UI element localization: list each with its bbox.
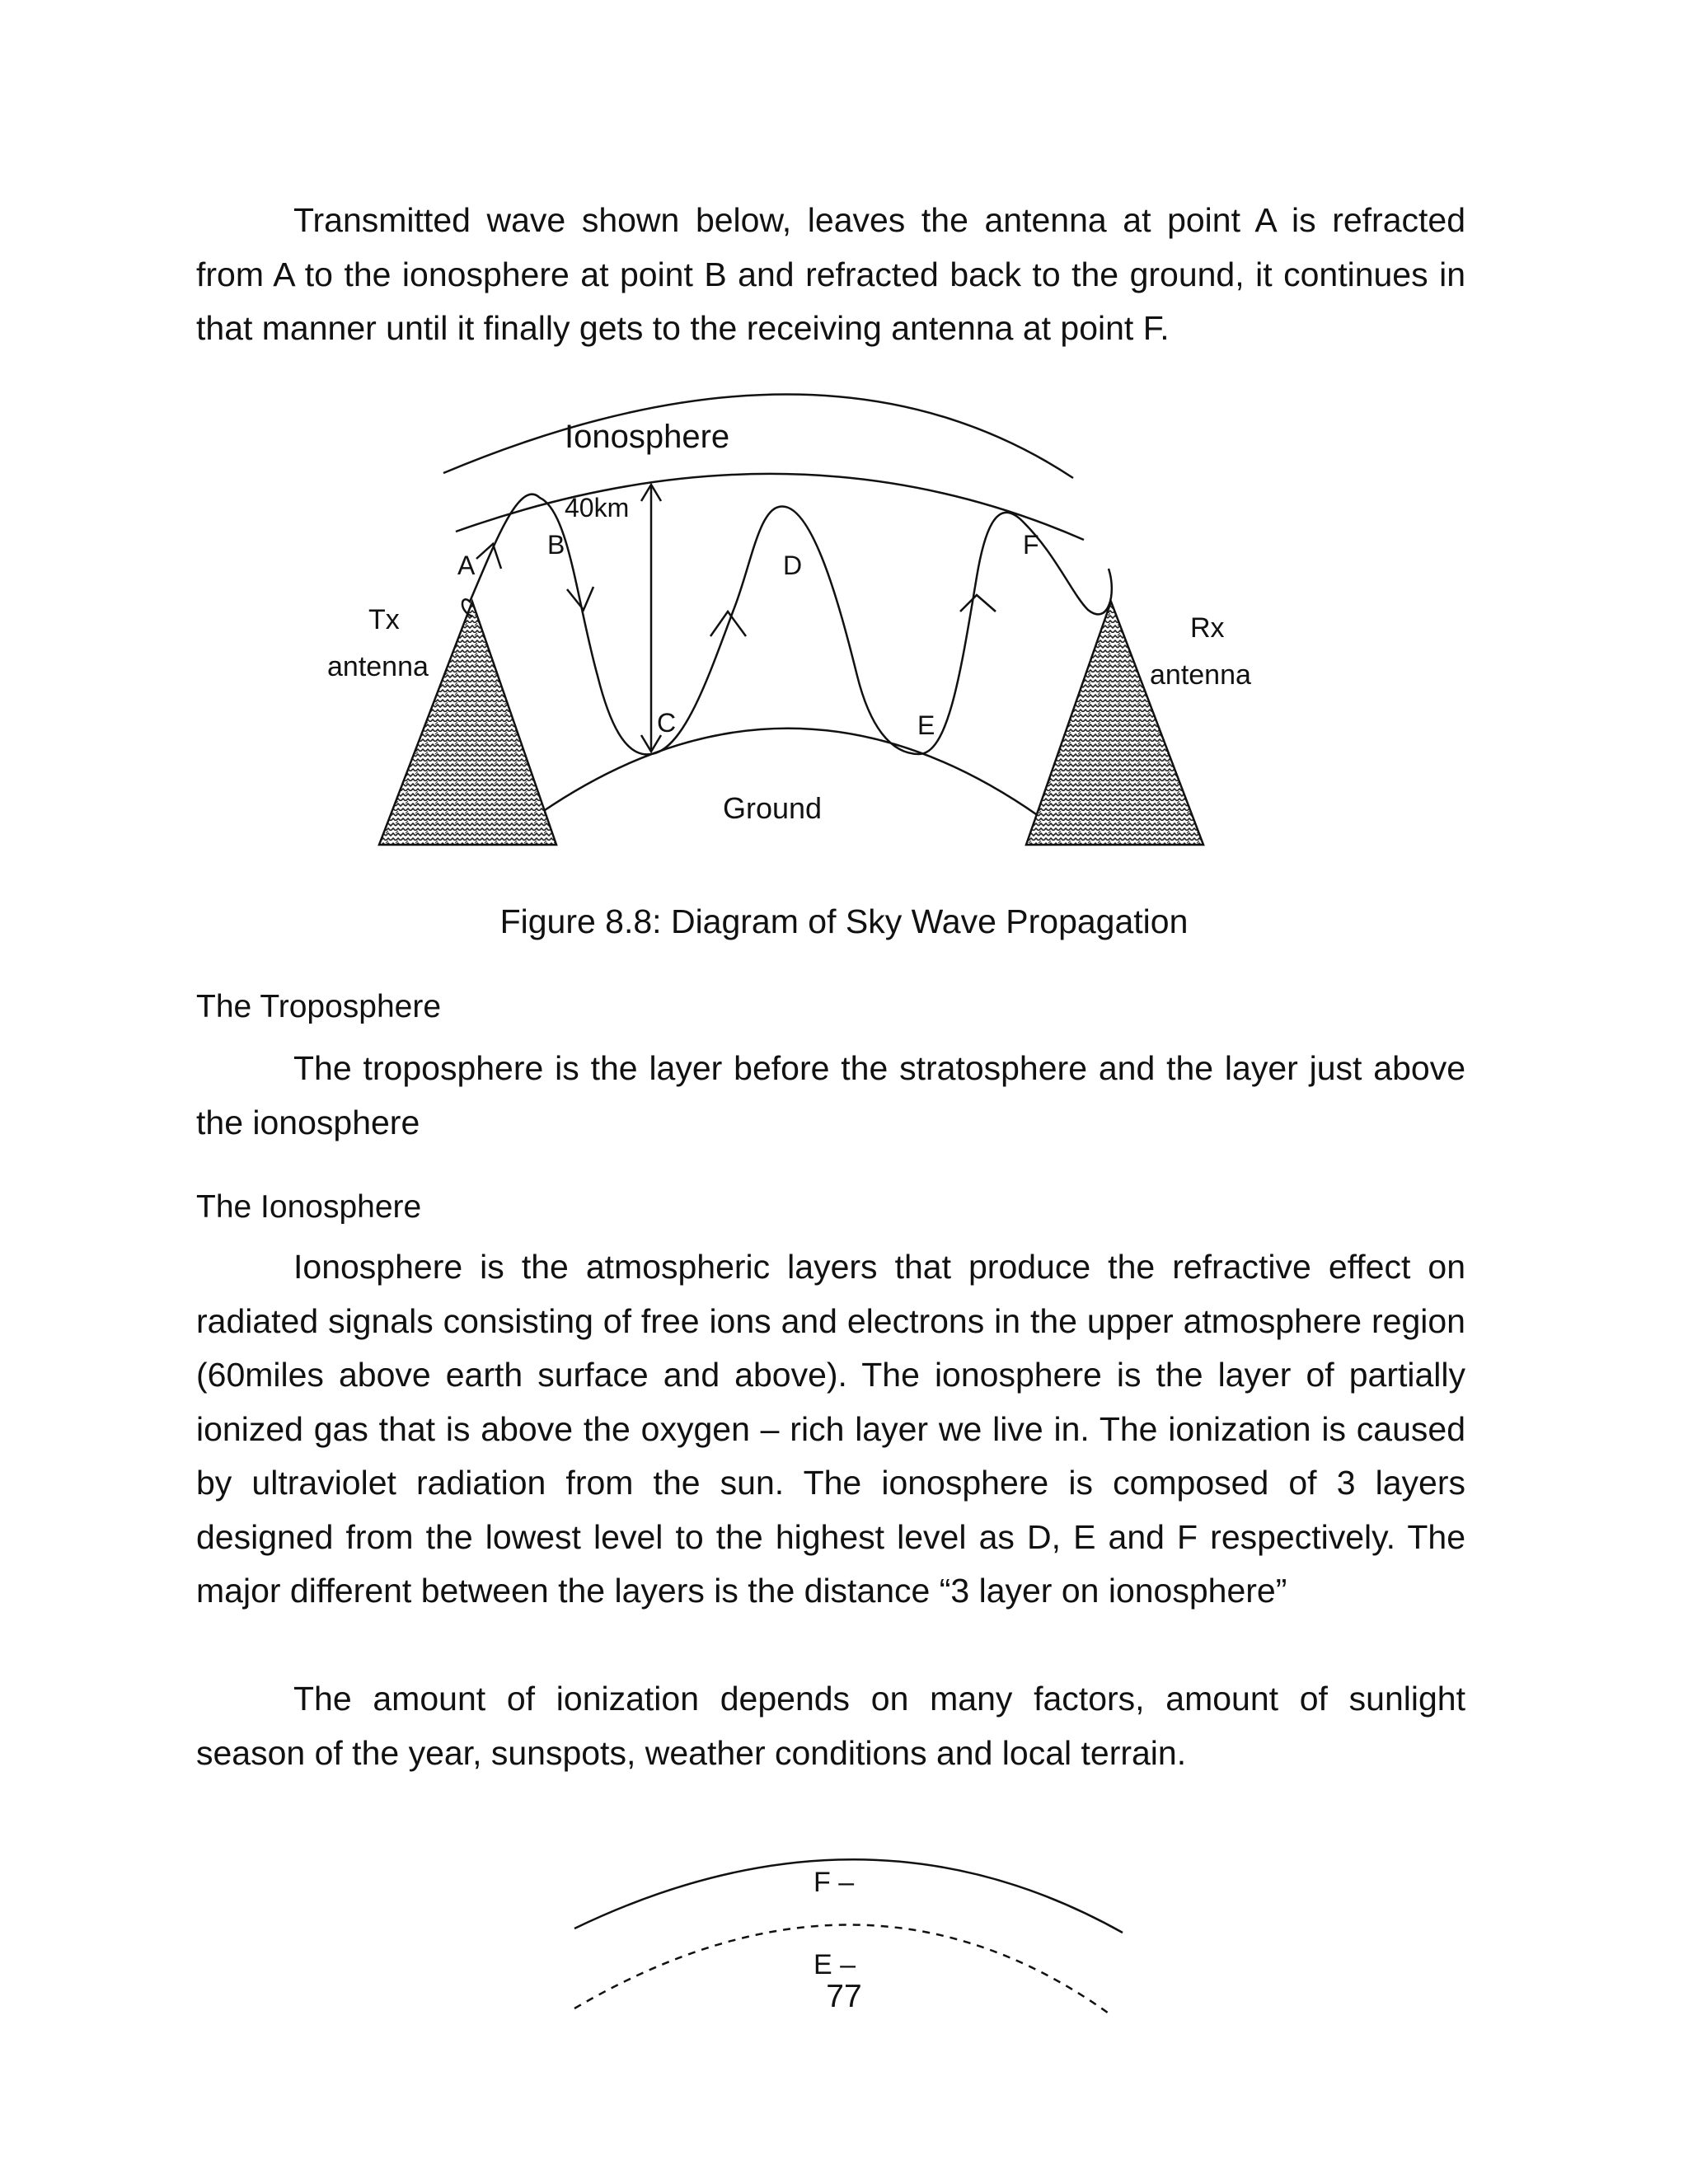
label-point-b: B [547, 530, 565, 560]
label-point-f: F [1023, 530, 1039, 560]
label-rx-antenna: antenna [1150, 659, 1251, 691]
label-height: 40km [565, 493, 630, 523]
ionosphere-paragraph-1: Ionosphere is the atmospheric layers that produce the refractive effect on radiated signals consisting of free ions and electrons in the upper atmosphere region (60miles above earth surface and above). The ionosphere is the layer of partially ionized gas that is above the oxygen – rich layer we live in. The ionization is caused by ultraviolet radiation from the sun. The ionosphere is composed of 3 layers designed from the lowest level to the highest level as D, E and F respectively. The major different between the layers is the distance “3 layer on ionosphere” [196, 1248, 1465, 1610]
label-e-layer: E – [814, 1949, 856, 1980]
label-ionosphere: Ionosphere [565, 419, 730, 455]
intro-paragraph: Transmitted wave shown below, leaves the antenna at point A is refracted from A to the ionosphere at point B and refracted back to the ground, it continues in that manner until it finally gets to the receiving antenna at point F. [196, 201, 1465, 347]
rx-antenna-mountain [1026, 602, 1203, 845]
ionosphere-paragraph-2: The amount of ionization depends on many factors, amount of sunlight season of the year, sunspots, weather conditions and local terrain. [196, 1680, 1465, 1772]
heading-troposphere: The Troposphere [196, 989, 442, 1024]
label-ground: Ground [723, 791, 823, 825]
label-rx: Rx [1190, 612, 1225, 644]
label-tx: Tx [368, 604, 400, 635]
sky-wave-diagram [0, 0, 1688, 907]
label-point-a: A [457, 551, 476, 580]
figure-caption: Figure 8.8: Diagram of Sky Wave Propagation [499, 902, 1189, 940]
label-point-e: E [917, 710, 935, 740]
tx-antenna-mountain [379, 602, 556, 845]
arrow-e [960, 595, 996, 612]
label-tx-antenna: antenna [327, 651, 429, 682]
page-number: 77 [826, 1979, 862, 2014]
heading-ionosphere: The Ionosphere [196, 1189, 422, 1225]
f-layer-arc [574, 1859, 1123, 1933]
label-point-c: C [657, 708, 677, 738]
ionosphere-outer-arc [443, 394, 1073, 478]
troposphere-paragraph: The troposphere is the layer before the stratosphere and the layer just above the ionosphere [196, 1049, 1465, 1141]
label-point-d: D [783, 551, 803, 580]
label-f-layer: F – [814, 1867, 855, 1898]
